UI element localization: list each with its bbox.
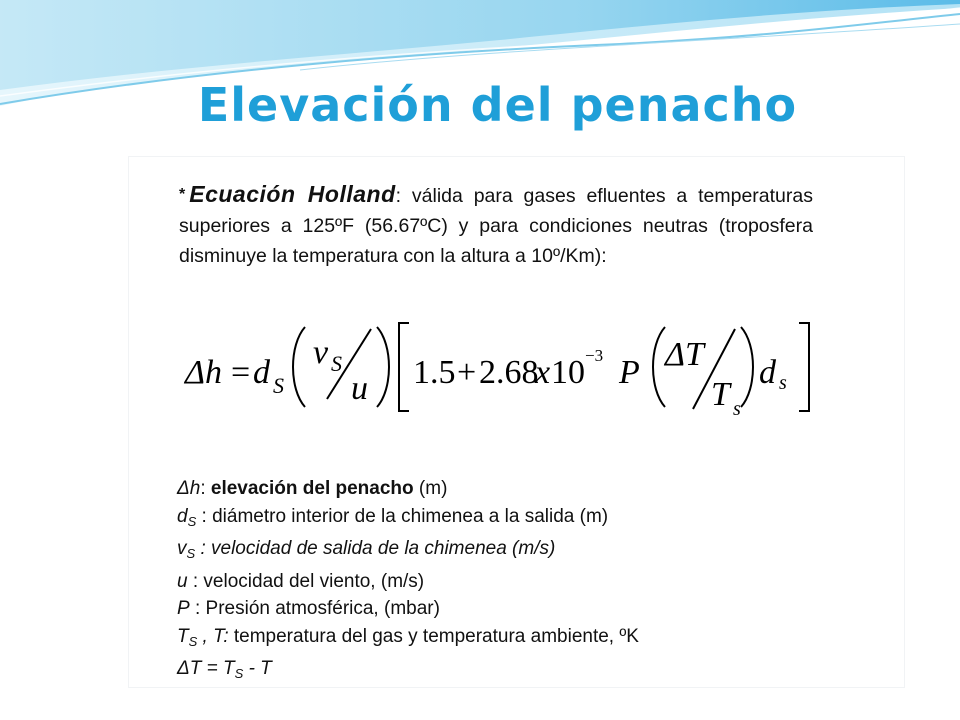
formula-v: v (313, 334, 329, 371)
formula-d: d (253, 354, 270, 391)
formula-plus: + (457, 354, 477, 391)
formula-d-2: d (759, 354, 776, 391)
formula-exponent: −3 (585, 346, 604, 365)
formula-t: T (711, 376, 730, 413)
bracket-left (399, 323, 409, 411)
equation-name: Ecuación Holland (189, 181, 396, 207)
definition-u: u : velocidad del viento, (m/s) (177, 570, 425, 592)
paren-right-2 (741, 327, 753, 407)
definition-p: P : Presión atmosférica, (mbar) (177, 598, 440, 619)
formula-equals: = (231, 354, 251, 391)
slide-title: Elevación del penacho (197, 78, 798, 132)
definition-vs: $v_S$ : velocidad de salida de la chimenea (m/s) (177, 538, 556, 561)
bullet-marker: * (179, 186, 186, 203)
formula-const-a: 1.5 (413, 354, 456, 391)
paren-left-2 (653, 327, 665, 407)
definition-ts-t: $T_S$ , T: temperatura del gas y temperatura ambiente, ºK (177, 625, 639, 649)
bracket-right (799, 323, 809, 411)
definition-delta-h: Δh: elevación del penacho (m) (177, 478, 448, 499)
paren-left-1 (293, 327, 305, 407)
formula-delta-t: ΔT (665, 336, 704, 373)
definitions-list (177, 475, 797, 688)
holland-equation (181, 317, 821, 420)
formula-times: x (535, 354, 551, 391)
content-panel (129, 157, 904, 687)
formula-d-sub: S (273, 373, 284, 398)
formula-const-b: 2.68 (479, 354, 539, 391)
formula-u: u (351, 370, 368, 407)
formula-ten: 10 (551, 354, 585, 391)
formula-t-sub: s (733, 398, 741, 420)
formula-v-sub: S (331, 351, 342, 376)
paren-right-1 (377, 327, 389, 407)
intro-text: : válida para gases efluentes a temperaturas superiores a 125ºF (56.67ºC) y para condiciones neutras (troposfera disminuye la temperatura con la altura a 10º/Km): (179, 185, 813, 267)
definition-delta-t: $\Delta T = T_S - T$ (177, 658, 272, 681)
intro-paragraph (179, 179, 813, 271)
formula-delta-h: Δh (185, 354, 222, 391)
formula-p: P (619, 354, 640, 391)
formula-d-2-sub: s (779, 372, 787, 394)
definition-ds: $d_S$ : diámetro interior de la chimenea a la salida (m) (177, 505, 609, 529)
